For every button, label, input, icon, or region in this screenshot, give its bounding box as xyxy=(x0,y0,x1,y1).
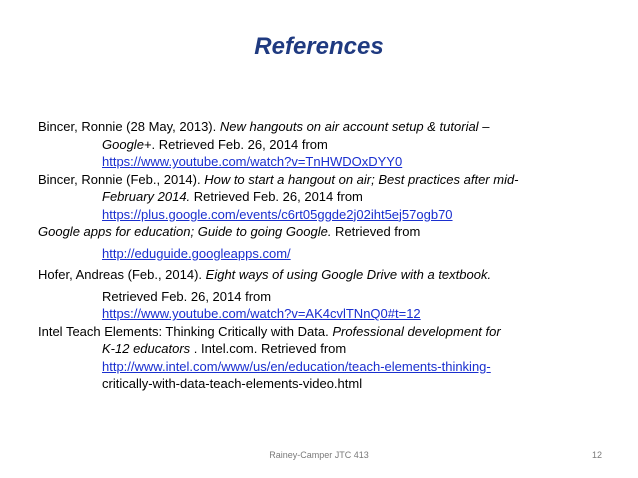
reference-author: Intel Teach Elements: Thinking Critically with Data. xyxy=(38,323,333,339)
reference-list xyxy=(38,118,598,393)
reference-link[interactable]: http://eduguide.googleapps.com/ xyxy=(102,245,291,261)
reference-retrieved: . Intel.com. Retrieved from xyxy=(190,341,347,356)
reference-item xyxy=(38,171,598,224)
reference-title: How to start a hangout on air; Best practices after mid- xyxy=(204,171,519,187)
reference-link[interactable]: https://www.youtube.com/watch?v=AK4cvlTNnQ0#t=12 xyxy=(102,306,421,321)
reference-link[interactable]: https://www.youtube.com/watch?v=TnHWDOxDYY0 xyxy=(102,154,403,169)
reference-retrieved: Retrieved Feb. 26, 2014 from xyxy=(102,288,272,304)
reference-retrieved: Retrieved Feb. 26, 2014 from xyxy=(190,189,363,204)
reference-title: New hangouts on air account setup & tutorial xyxy=(219,119,479,134)
slide-title: References xyxy=(254,33,384,60)
reference-link[interactable]: http://www.intel.com/www/us/en/education/teach-elements-thinking- xyxy=(102,358,491,374)
reference-title: Professional development for xyxy=(332,323,501,339)
reference-link[interactable]: https://plus.google.com/events/c6rt05ggde2j02iht5ej57ogb70 xyxy=(102,206,453,222)
reference-item xyxy=(38,223,598,262)
reference-author: Bincer, Ronnie (Feb., 2014). xyxy=(38,171,205,187)
page-number: 12 xyxy=(591,450,602,460)
reference-author: Bincer, Ronnie (28 May, 2013). xyxy=(38,119,220,134)
reference-item xyxy=(38,118,598,171)
reference-item xyxy=(38,266,598,323)
reference-retrieved: Retrieved from xyxy=(331,224,421,239)
reference-link-tail: critically-with-data-teach-elements-video.html xyxy=(102,376,363,391)
reference-title-continued: K-12 educators xyxy=(102,341,191,356)
reference-title: Eight ways of using Google Drive with a textbook. xyxy=(205,267,492,282)
reference-title: Google apps for education; Guide to going Google. xyxy=(38,224,332,239)
reference-dash: – xyxy=(478,119,490,134)
reference-item xyxy=(38,323,598,393)
reference-retrieved: . Retrieved Feb. 26, 2014 from xyxy=(151,136,328,152)
reference-title-continued: Google+ xyxy=(102,136,152,152)
reference-title-continued: February 2014. xyxy=(102,189,191,204)
footer-text: Rainey-Camper JTC 413 xyxy=(269,450,369,460)
reference-author: Hofer, Andreas (Feb., 2014). xyxy=(38,267,206,282)
